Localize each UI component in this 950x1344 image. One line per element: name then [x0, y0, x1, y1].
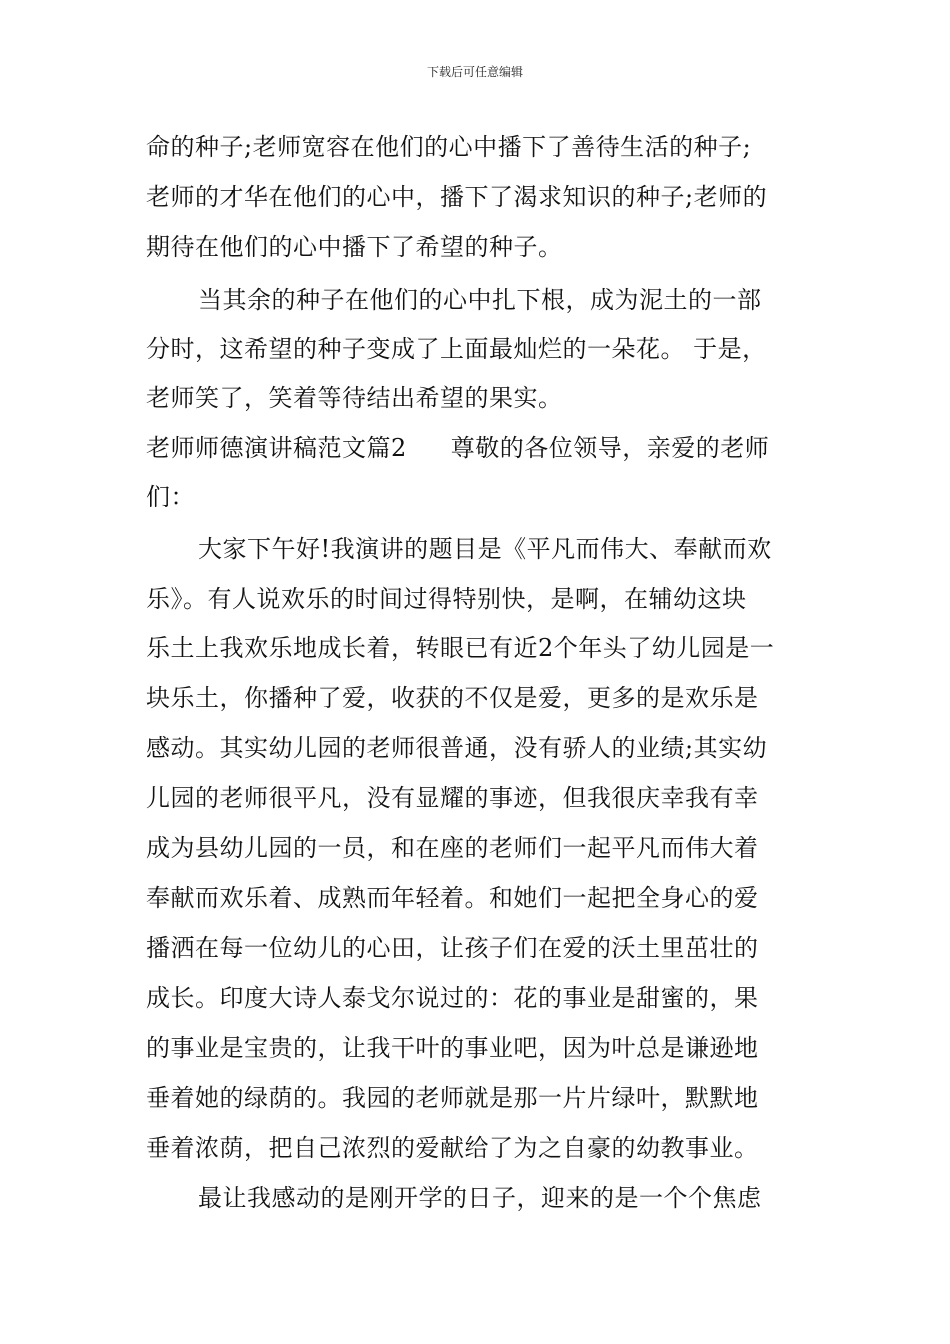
text-line: 最让我感动的是刚开学的日子，迎来的是一个个焦虑 [198, 1184, 762, 1212]
text-line: 老师的才华在他们的心中，播下了渴求知识的种子;老师的 [146, 183, 768, 211]
text-line: 垂着浓荫，把自己浓烈的爱献给了为之自豪的幼教事业。 [146, 1134, 759, 1162]
text-line: 儿园的老师很平凡，没有显耀的事迹，但我很庆幸我有幸 [146, 784, 759, 812]
text-line: 老师笑了，笑着等待结出希望的果实。 [146, 384, 563, 412]
salutation: 尊敬的各位领导，亲爱的老师 [450, 434, 770, 462]
section-title: 老师师德演讲稿范文篇2 [146, 434, 407, 462]
section-heading-line [146, 432, 810, 464]
text-line: 的事业是宝贵的，让我干叶的事业吧，因为叶总是谦逊地 [146, 1034, 759, 1062]
text-line: 奉献而欢乐着、成熟而年轻着。和她们一起把全身心的爱 [146, 884, 759, 912]
text-line: 播洒在每一位幼儿的心田，让孩子们在爱的沃土里茁壮的 [146, 934, 759, 962]
text-line: 分时，这希望的种子变成了上面最灿烂的一朵花。 于是， [146, 335, 767, 363]
text-line: 乐土上我欢乐地成长着，转眼已有近2个年头了幼儿园是一 [146, 634, 775, 662]
text-line: 当其余的种子在他们的心中扎下根，成为泥土的一部 [198, 286, 762, 314]
text-line: 期待在他们的心中播下了希望的种子。 [146, 233, 563, 261]
text-line: 感动。其实幼儿园的老师很普通，没有骄人的业绩;其实幼 [146, 734, 768, 762]
text-line: 们： [146, 483, 195, 511]
text-line: 成为县幼儿园的一员，和在座的老师们一起平凡而伟大着 [146, 834, 759, 862]
text-line: 块乐土，你播种了爱，收获的不仅是爱，更多的是欢乐是 [146, 684, 759, 712]
text-line: 成长。印度大诗人泰戈尔说过的：花的事业是甜蜜的，果 [146, 984, 759, 1012]
text-line: 命的种子;老师宽容在他们的心中播下了善待生活的种子; [146, 133, 752, 161]
text-line: 垂着她的绿荫的。我园的老师就是那一片片绿叶，默默地 [146, 1084, 759, 1112]
page-header: 下载后可任意编辑 [426, 65, 523, 79]
text-line: 大家下午好!我演讲的题目是《平凡而伟大、奉献而欢 [198, 535, 772, 563]
text-line: 乐》。有人说欢乐的时间过得特别快，是啊，在辅幼这块 [146, 585, 747, 613]
